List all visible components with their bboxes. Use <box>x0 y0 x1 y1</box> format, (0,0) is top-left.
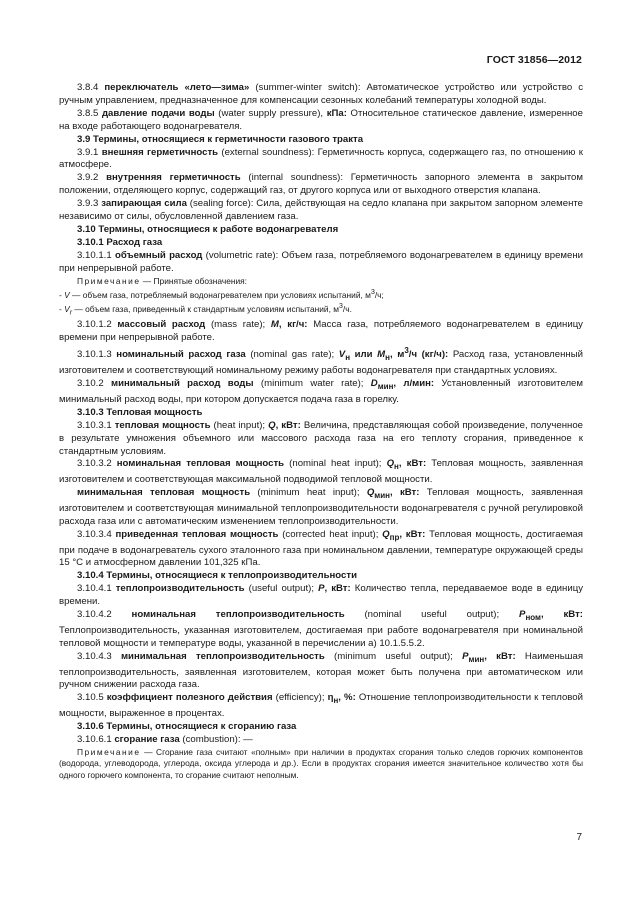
term-paragraph: 3.10.1.3 номинальный расход газа (nominal gas rate); $V_н$ или $M_н$, $м^3/ч$ (кг/ч): Расход газа, установленный изготовителем и соответствующий номинальному режиму работы водонагревателя при стандартных условиях. <box>59 346 583 377</box>
term-paragraph: 3.10.6.1 сгорание газа (combustion): — <box>77 733 253 745</box>
term-paragraph: 3.10.3.1 тепловая мощность (heat input); Q, кВт: Величина, представляющая собой произведение, полученное в результате умножения объемного или массового расхода газа на его теплоту сгорания, приведенное к стандартным условиям. <box>59 419 584 457</box>
term-paragraph: 3.9.1 внешняя герметичность (external soundness): Герметичность корпуса, содержащего газ, по отношению к атмосфере. <box>59 146 583 171</box>
term-paragraph: 3.10.3.2 номинальная тепловая мощность (nominal heat input); $Q_н$, кВт: Тепловая мощность, заявленная изготовителем и соответствующая максимальной подводимой тепловой мощности. <box>59 458 584 486</box>
section-heading: 3.10.1 Расход газа <box>77 236 163 248</box>
term-paragraph: минимальная тепловая мощность (minimum heat input); $Q_{мин}$, кВт: Тепловая мощность, заявленная изготовителем и соответствующая минимальной теплопроизводительности водонагревателя с ручной регулировкой расхода газа или с автоматическим изменением теплопроизводительности. <box>59 487 584 527</box>
term-paragraph: 3.10.4.2 номинальная теплопроизводительность (nominal useful output); $P_{ном}$, кВт: Теплопроизводительность, указанная изготовителем, достигаемая при работе водонагревателя при номинальной тепловой мощности и температуре воды, указанной в перечислении а) 10.1.5.5.2. <box>59 609 584 649</box>
section-heading: 3.9 Термины, относящиеся к герметичности газового тракта <box>77 133 364 145</box>
section-heading: 3.10 Термины, относящиеся к работе водонагревателя <box>77 223 339 235</box>
document-body <box>59 82 583 781</box>
term-paragraph: 3.10.1.2 массовый расход (mass rate); M, кг/ч: Масса газа, потребляемого водонагревателем в единицу времени при непрерывной работе. <box>59 319 583 344</box>
term-paragraph: 3.8.4 переключатель «лето—зима» (summer-winter switch): Автоматическое устройство или устройство с ручным управлением, предназначенное для компенсации сезонных колебаний температуры холодной воды. <box>59 82 583 106</box>
section-heading: 3.10.3 Тепловая мощность <box>77 406 203 418</box>
term-paragraph: 3.10.4.3 минимальная теплопроизводительность (minimum useful output); $P_{мин}$, кВт: Наименьшая теплопроизводительность, заявленная изготовителем, которая может быть получена при автоматическом или ручном снижении расхода газа. <box>59 650 584 691</box>
section-heading: 3.10.4 Термины, относящиеся к теплопроизводительности <box>77 570 357 582</box>
section-heading: 3.10.6 Термины, относящиеся к сгоранию газа <box>77 721 297 733</box>
term-paragraph: 3.8.5 давление подачи воды (water supply pressure), кПа: Относительное статическое давление, измеренное на входе работающего водонагревателя. <box>59 107 583 132</box>
term-paragraph: 3.10.1.1 объемный расход (volumetric rate): Объем газа, потребляемого водонагревателем в единицу времени при непрерывной работе. <box>59 249 583 274</box>
term-paragraph: 3.10.5 коэффициент полезного действия (efficiency); $\eta_н$, %: Отношение теплопроизводительности к тепловой мощности, выраженное в процентах. <box>59 692 583 720</box>
term-paragraph: 3.9.3 запирающая сила (sealing force): Сила, действующая на седло клапана при закрытом запорном элементе независимо от силы, обусловленной давлением газа. <box>59 198 583 223</box>
note-paragraph: Примечание — Сгорание газа считают «полным» при наличии в продуктах сгорания только следов горючих компонентов (водорода, углеводорода, углерода, оксида углерода и др.). Если в продуктах сгорания имеется значительное количество хотя бы одного горючего компонента, то сгорание считают неполным. <box>59 746 583 780</box>
term-paragraph: 3.9.2 внутренняя герметичность (internal soundness): Герметичность запорного элемента в закрытом положении, отделяющего корпус, содержащий газ, от другого корпуса или от выходного отверстия клапана. <box>59 172 583 197</box>
term-paragraph: 3.10.3.4 приведенная тепловая мощность (corrected heat input); $Q_{пр}$, кВт: Тепловая мощность, достигаемая при подаче в водонагреватель сухого эталонного газа при номинальном давлении, температуре окружающей среды 15 °С и атмосферном давлении 101,325 кПа. <box>59 528 584 569</box>
document-header: ГОСТ 31856—2012 <box>486 54 582 66</box>
term-paragraph: 3.10.2 минимальный расход воды (minimum water rate); $D_{мин}$, л/мин: Установленный изготовителем минимальный расход воды, при котором допускается подача газа в горелку. <box>59 378 583 405</box>
page-number: 7 <box>576 832 582 843</box>
note-paragraph: Примечание — Принятые обозначения: - V — объем газа, потребляемый водонагревателем при условиях испытаний, $м^3/ч$; - $V_r$ — объем газа, приведенный к стандартным условиям испытаний, $м^3/ч$. <box>59 275 384 317</box>
term-paragraph: 3.10.4.1 теплопроизводительность (useful output); P, кВт: Количество тепла, передаваемое воде в единицу времени. <box>59 583 583 608</box>
